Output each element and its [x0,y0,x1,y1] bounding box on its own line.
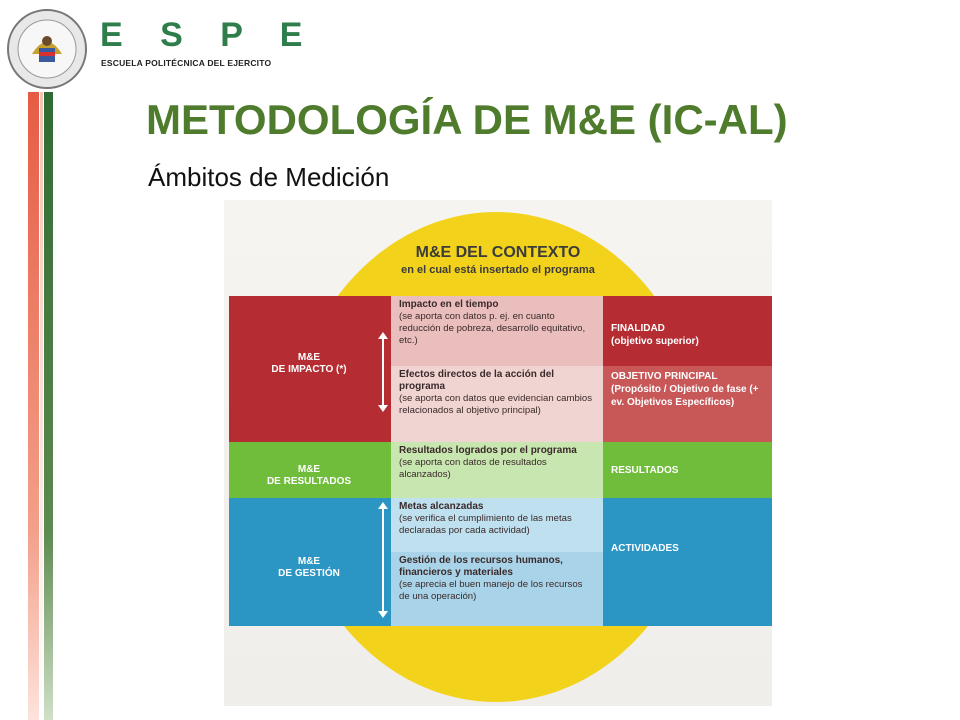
finalidad-sub: (objetivo superior) [611,336,699,347]
management-cell-resources [391,552,603,626]
impact-arrow [382,336,384,408]
management-cell-resources-title: Gestión de los recursos humanos, financieros y materiales [399,555,563,578]
impact-label-line1: M&E [297,352,321,363]
impact-label-line2: DE IMPACTO (*) [271,364,347,375]
results-label-line1: M&E [297,464,321,475]
left-red-stripe [28,92,39,720]
impact-band [229,296,772,442]
results-band [229,442,772,498]
objetivo-sub: (Propósito / Objetivo de fase (+ ev. Objetivos Específicos) [611,384,759,408]
management-cell-goals [391,498,603,552]
impact-cell-effects-text: (se aporta con datos que evidencian cambios relacionados al objetivo principal) [399,393,593,416]
resultados-box: RESULTADOS [611,465,679,476]
espe-seal-logo [6,8,88,90]
brand-subtitle: ESCUELA POLITÉCNICA DEL EJERCITO [101,58,272,68]
results-label [229,464,389,488]
impact-cell-effects [391,366,603,442]
impact-cell-effects-title: Efectos directos de la acción del programa [399,369,555,392]
management-cell-goals-text: (se verifica el cumplimiento de las metas declaradas por cada actividad) [399,513,572,536]
slide-subtitle: Ámbitos de Medición [148,162,390,192]
slide-title: METODOLOGÍA DE M&E (IC-AL) [146,96,788,143]
brand-name: E S P E [100,16,317,54]
left-green-stripe [44,92,53,720]
management-band [229,498,772,626]
impact-cell-time-title: Impacto en el tiempo [399,299,499,310]
results-cell-text: (se aporta con datos de resultados alcanzados) [399,457,547,480]
management-label [229,556,389,580]
impact-cell-time [391,296,603,366]
results-cell-title: Resultados logrados por el programa [399,445,577,456]
management-label-line2: DE GESTIÓN [278,568,340,579]
left-thin-stripe [40,92,43,720]
impact-cell-time-text: (se aporta con datos p. ej. en cuanto reducción de pobreza, desarrollo equitativo, etc.) [399,311,586,346]
me-levels-diagram [224,200,772,706]
context-title: M&E DEL CONTEXTO [415,244,581,261]
impact-label [229,352,389,376]
management-cell-resources-text: (se aprecia el buen manejo de los recursos de una operación) [399,579,583,602]
actividades-box: ACTIVIDADES [611,543,679,554]
finalidad-box [603,296,772,366]
management-arrow [382,506,384,614]
management-cell-goals-title: Metas alcanzadas [399,501,484,512]
objetivo-label: OBJETIVO PRINCIPAL [611,371,718,382]
objetivo-box [603,366,772,442]
finalidad-label: FINALIDAD [611,323,665,334]
results-cell [391,442,603,498]
results-label-line2: DE RESULTADOS [266,476,352,487]
context-subtitle: en el cual está insertado el programa [401,264,595,276]
management-label-line1: M&E [297,556,321,567]
